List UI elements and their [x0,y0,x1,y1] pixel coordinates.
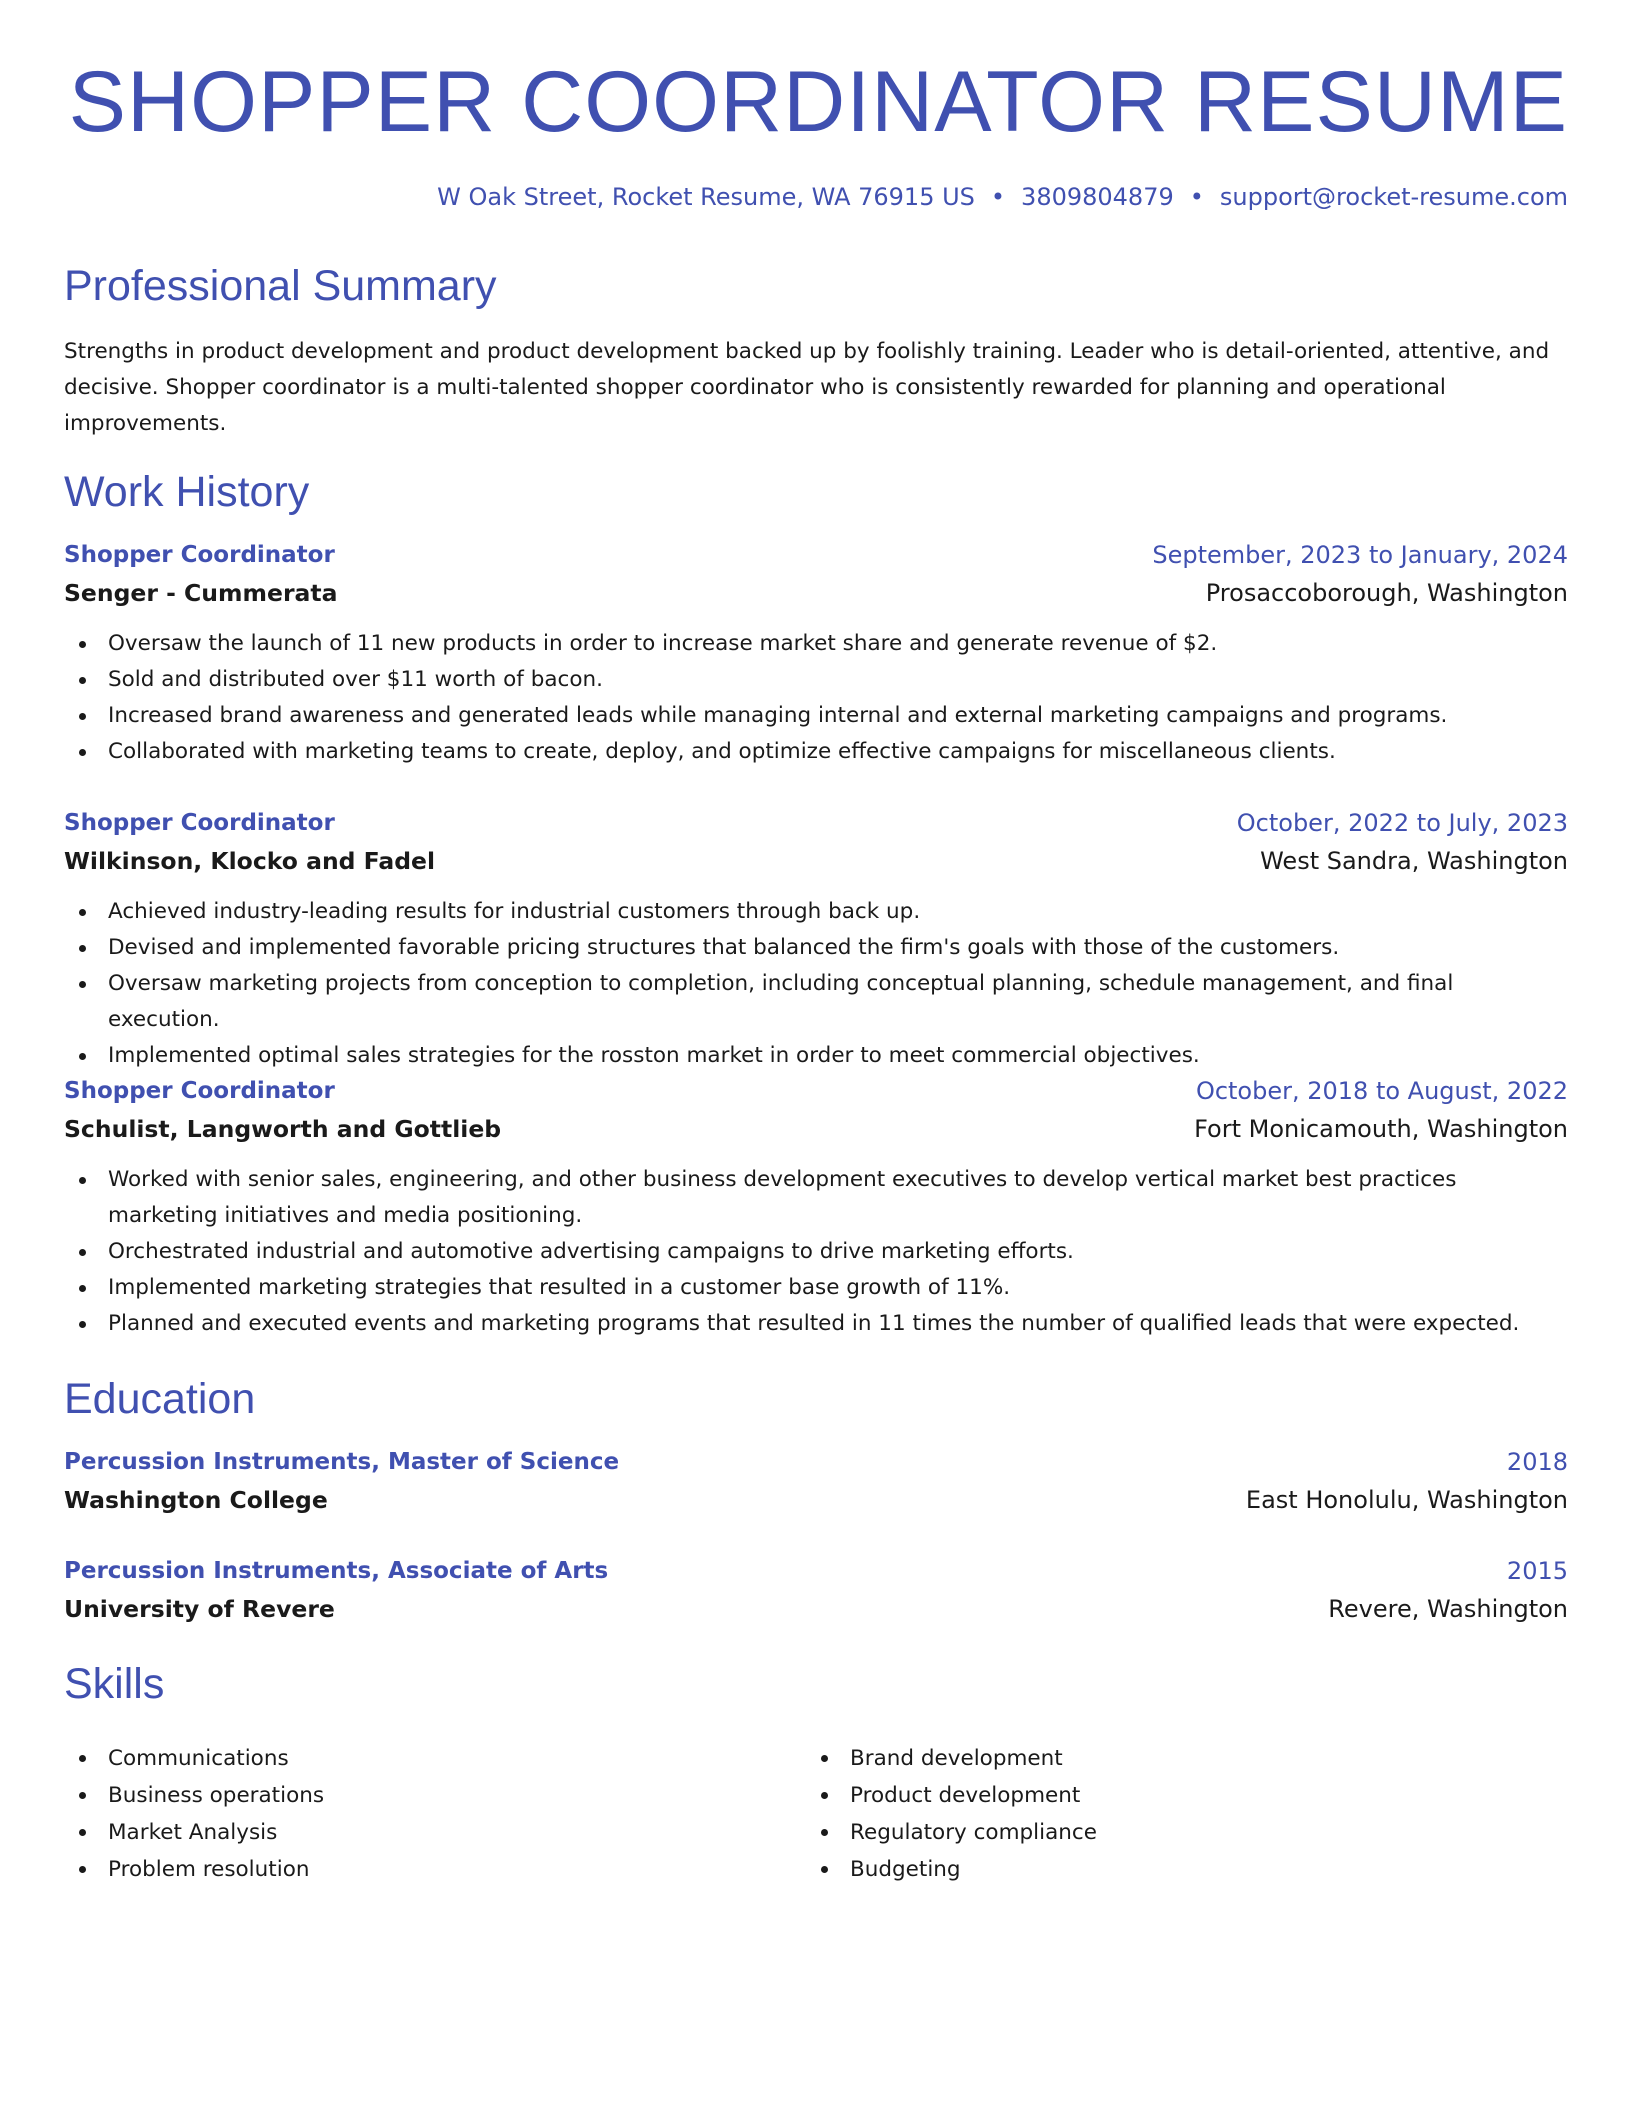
job-bullet: Orchestrated industrial and automotive advertising campaigns to drive marketing efforts. [64,1234,1568,1270]
job-bullet: Oversaw marketing projects from conception to completion, including conceptual planning, schedule management, and final execution. [64,966,1568,1038]
job-bullet: Planned and executed events and marketing programs that resulted in 11 times the number of qualified leads that were expected. [64,1306,1568,1342]
contact-separator: • [1189,183,1204,211]
job-company: Wilkinson, Klocko and Fadel [64,847,436,875]
job-dates: September, 2023 to January, 2024 [1152,541,1568,569]
job-bullets [64,1162,1568,1342]
job-role: Shopper Coordinator [64,810,335,836]
education-school: Washington College [64,1486,328,1514]
education-location: East Honolulu, Washington [1245,1486,1568,1514]
job-entry [64,536,1568,770]
skills-heading: Skills [64,1660,165,1708]
education-year: 2015 [1506,1557,1568,1585]
skill-item: Market Analysis [64,1814,764,1851]
contact-email[interactable]: support@rocket-resume.com [1219,183,1568,211]
education-degree: Percussion Instruments, Master of Science [64,1449,620,1475]
job-bullet: Achieved industry-leading results for industrial customers through back up. [64,894,1568,930]
education-location: Revere, Washington [1328,1595,1568,1623]
job-bullet: Devised and implemented favorable pricing structures that balanced the firm's goals with those of the customers. [64,930,1568,966]
job-bullet: Implemented marketing strategies that resulted in a customer base growth of 11%. [64,1270,1568,1306]
skill-item: Problem resolution [64,1851,764,1888]
job-location: Fort Monicamouth, Washington [1194,1115,1568,1143]
education-entry [64,1443,1568,1519]
work-history-heading: Work History [64,468,310,516]
education-heading: Education [64,1375,256,1423]
education-year: 2018 [1506,1448,1568,1476]
skill-item: Communications [64,1740,764,1777]
job-role: Shopper Coordinator [64,1078,335,1104]
job-company: Schulist, Langworth and Gottlieb [64,1115,502,1143]
job-bullet: Sold and distributed over $11 worth of bacon. [64,662,1568,698]
skill-item: Product development [806,1777,1506,1814]
summary-text: Strengths in product development and product development backed up by foolishly training. Leader who is detail-oriented, attentive, and decisive. Shopper coordinator is a multi-talented shopper coordinator who is consistently rewarded for planning and operational improvements. [64,339,1550,436]
skill-item: Budgeting [806,1851,1506,1888]
job-dates: October, 2018 to August, 2022 [1195,1077,1568,1105]
summary-heading: Professional Summary [64,262,497,310]
job-company: Senger - Cummerata [64,579,338,607]
education-school: University of Revere [64,1595,335,1623]
contact-line [437,180,1568,214]
skill-item: Brand development [806,1740,1506,1777]
contact-separator: • [990,183,1006,211]
job-bullets [64,894,1568,1074]
job-role: Shopper Coordinator [64,542,335,568]
education-degree: Percussion Instruments, Associate of Arts [64,1558,609,1584]
job-bullet: Implemented optimal sales strategies for the rosston market in order to meet commercial objectives. [64,1038,1568,1074]
contact-address: W Oak Street, Rocket Resume, WA 76915 US [437,183,975,211]
job-entry [64,804,1568,1074]
contact-phone: 3809804879 [1021,183,1174,211]
job-location: Prosaccoborough, Washington [1205,579,1568,607]
skill-item: Business operations [64,1777,764,1814]
job-dates: October, 2022 to July, 2023 [1236,809,1568,837]
job-bullet: Oversaw the launch of 11 new products in order to increase market share and generate revenue of $2. [64,626,1568,662]
education-entry [64,1552,1568,1628]
skills-column-left [64,1740,764,1888]
job-bullet: Increased brand awareness and generated leads while managing internal and external marketing campaigns and programs. [64,698,1568,734]
job-bullet: Collaborated with marketing teams to create, deploy, and optimize effective campaigns for miscellaneous clients. [64,734,1568,770]
skill-item: Regulatory compliance [806,1814,1506,1851]
job-entry [64,1072,1568,1342]
job-bullets [64,626,1568,770]
job-location: West Sandra, Washington [1260,847,1568,875]
job-bullet: Worked with senior sales, engineering, and other business development executives to develop vertical market best practices marketing initiatives and media positioning. [64,1162,1568,1234]
skills-column-right [806,1740,1506,1888]
resume-title: SHOPPER COORDINATOR RESUME [68,54,1568,150]
